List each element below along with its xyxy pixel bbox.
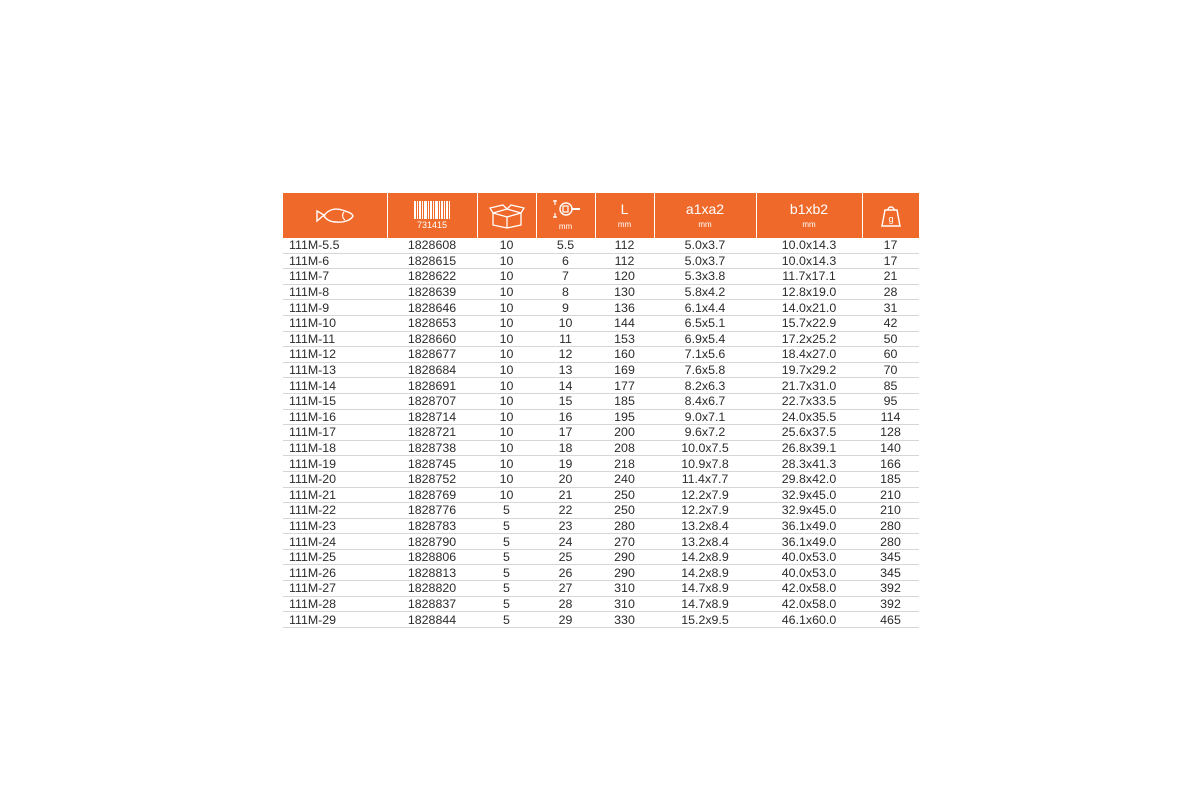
length-cell: 240 — [595, 471, 654, 487]
code-cell: 1828820 — [387, 581, 477, 597]
pack-qty-cell: 10 — [477, 269, 536, 285]
model-cell: 111M-13 — [283, 362, 387, 378]
a-dim-cell: 9.6x7.2 — [654, 425, 756, 441]
weight-cell: 21 — [862, 269, 919, 285]
size-cell: 23 — [536, 518, 595, 534]
length-label: L — [620, 201, 629, 217]
b-dim-cell: 40.0x53.0 — [756, 565, 862, 581]
header-length — [595, 193, 654, 238]
table-row — [283, 238, 919, 253]
a-dim-cell: 9.0x7.1 — [654, 409, 756, 425]
code-cell: 1828608 — [387, 238, 477, 253]
model-cell: 111M-23 — [283, 518, 387, 534]
model-cell: 111M-22 — [283, 503, 387, 519]
model-cell: 111M-19 — [283, 456, 387, 472]
b-dim-cell: 14.0x21.0 — [756, 300, 862, 316]
length-cell: 290 — [595, 565, 654, 581]
a-dim-cell: 11.4x7.7 — [654, 471, 756, 487]
code-cell: 1828684 — [387, 362, 477, 378]
length-cell: 290 — [595, 549, 654, 565]
a-unit: mm — [698, 220, 712, 229]
pack-qty-cell: 10 — [477, 362, 536, 378]
size-cell: 26 — [536, 565, 595, 581]
header-b — [756, 193, 862, 238]
b-dim-cell: 32.9x45.0 — [756, 503, 862, 519]
size-cell: 18 — [536, 440, 595, 456]
weight-cell: 31 — [862, 300, 919, 316]
weight-cell: 128 — [862, 425, 919, 441]
a-dim-cell: 5.3x3.8 — [654, 269, 756, 285]
table-row — [283, 596, 919, 612]
b-dim-cell: 12.8x19.0 — [756, 284, 862, 300]
pack-qty-cell: 5 — [477, 549, 536, 565]
length-cell: 310 — [595, 596, 654, 612]
a-dim-cell: 5.8x4.2 — [654, 284, 756, 300]
a-dim-cell: 12.2x7.9 — [654, 503, 756, 519]
table-row — [283, 565, 919, 581]
code-cell: 1828660 — [387, 331, 477, 347]
model-cell: 111M-6 — [283, 253, 387, 269]
a-label: a1xa2 — [685, 201, 725, 217]
pack-qty-cell: 5 — [477, 503, 536, 519]
barcode-icon — [413, 201, 451, 219]
length-cell: 270 — [595, 534, 654, 550]
length-cell: 208 — [595, 440, 654, 456]
code-cell: 1828806 — [387, 549, 477, 565]
weight-cell: 50 — [862, 331, 919, 347]
size-cell: 27 — [536, 581, 595, 597]
size-cell: 17 — [536, 425, 595, 441]
table-row — [283, 456, 919, 472]
pack-qty-cell: 10 — [477, 393, 536, 409]
table-row — [283, 331, 919, 347]
header-model — [283, 193, 387, 238]
header-package — [477, 193, 536, 238]
code-cell: 1828677 — [387, 347, 477, 363]
code-cell: 1828745 — [387, 456, 477, 472]
size-cell: 28 — [536, 596, 595, 612]
a-dim-cell: 14.7x8.9 — [654, 596, 756, 612]
code-cell: 1828714 — [387, 409, 477, 425]
table-row — [283, 503, 919, 519]
pack-qty-cell: 10 — [477, 238, 536, 253]
weight-cell: 465 — [862, 612, 919, 628]
a-dim-cell: 5.0x3.7 — [654, 253, 756, 269]
pack-qty-cell: 10 — [477, 425, 536, 441]
spec-table — [283, 193, 919, 628]
b-dim-cell: 21.7x31.0 — [756, 378, 862, 394]
model-cell: 111M-16 — [283, 409, 387, 425]
length-cell: 330 — [595, 612, 654, 628]
a-dim-cell: 13.2x8.4 — [654, 534, 756, 550]
header-a — [654, 193, 756, 238]
length-cell: 250 — [595, 487, 654, 503]
table-row — [283, 269, 919, 285]
b-dim-cell: 42.0x58.0 — [756, 581, 862, 597]
weight-cell: 42 — [862, 315, 919, 331]
length-cell: 250 — [595, 503, 654, 519]
a-dim-cell: 12.2x7.9 — [654, 487, 756, 503]
weight-cell: 17 — [862, 253, 919, 269]
jaw-size-icon — [551, 199, 581, 219]
a-dim-cell: 10.0x7.5 — [654, 440, 756, 456]
size-cell: 24 — [536, 534, 595, 550]
weight-cell: 345 — [862, 549, 919, 565]
pack-qty-cell: 10 — [477, 471, 536, 487]
size-cell: 8 — [536, 284, 595, 300]
table-row — [283, 409, 919, 425]
b-dim-cell: 46.1x60.0 — [756, 612, 862, 628]
length-cell: 185 — [595, 393, 654, 409]
code-cell: 1828752 — [387, 471, 477, 487]
code-cell: 1828776 — [387, 503, 477, 519]
table-row — [283, 393, 919, 409]
a-dim-cell: 10.9x7.8 — [654, 456, 756, 472]
table-row — [283, 487, 919, 503]
size-cell: 12 — [536, 347, 595, 363]
model-cell: 111M-8 — [283, 284, 387, 300]
b-dim-cell: 40.0x53.0 — [756, 549, 862, 565]
header-size — [536, 193, 595, 238]
table-row — [283, 253, 919, 269]
wrench-icon — [314, 205, 356, 227]
code-cell: 1828783 — [387, 518, 477, 534]
size-cell: 11 — [536, 331, 595, 347]
length-cell: 177 — [595, 378, 654, 394]
length-cell: 310 — [595, 581, 654, 597]
table-row — [283, 471, 919, 487]
length-cell: 153 — [595, 331, 654, 347]
weight-unit: g — [888, 213, 894, 224]
model-cell: 111M-24 — [283, 534, 387, 550]
size-cell: 25 — [536, 549, 595, 565]
length-unit: mm — [617, 220, 632, 229]
size-cell: 13 — [536, 362, 595, 378]
table-row — [283, 549, 919, 565]
code-cell: 1828837 — [387, 596, 477, 612]
b-dim-cell: 10.0x14.3 — [756, 238, 862, 253]
pack-qty-cell: 10 — [477, 378, 536, 394]
model-cell: 111M-11 — [283, 331, 387, 347]
table-row — [283, 362, 919, 378]
size-cell: 15 — [536, 393, 595, 409]
b-dim-cell: 26.8x39.1 — [756, 440, 862, 456]
table-row — [283, 518, 919, 534]
header-row — [283, 193, 919, 238]
a-dim-cell: 6.5x5.1 — [654, 315, 756, 331]
barcode-number: 731415 — [416, 220, 448, 230]
table-row — [283, 612, 919, 628]
size-cell: 29 — [536, 612, 595, 628]
pack-qty-cell: 5 — [477, 534, 536, 550]
code-cell: 1828790 — [387, 534, 477, 550]
model-cell: 111M-14 — [283, 378, 387, 394]
table-row — [283, 300, 919, 316]
size-cell: 7 — [536, 269, 595, 285]
weight-cell: 185 — [862, 471, 919, 487]
model-cell: 111M-18 — [283, 440, 387, 456]
pack-qty-cell: 10 — [477, 331, 536, 347]
model-cell: 111M-15 — [283, 393, 387, 409]
weight-cell: 392 — [862, 581, 919, 597]
model-cell: 111M-12 — [283, 347, 387, 363]
length-cell: 160 — [595, 347, 654, 363]
weight-cell: 85 — [862, 378, 919, 394]
code-cell: 1828844 — [387, 612, 477, 628]
a-dim-cell: 5.0x3.7 — [654, 238, 756, 253]
code-cell: 1828721 — [387, 425, 477, 441]
pack-qty-cell: 5 — [477, 518, 536, 534]
size-cell: 21 — [536, 487, 595, 503]
length-cell: 130 — [595, 284, 654, 300]
pack-qty-cell: 10 — [477, 315, 536, 331]
weight-cell: 60 — [862, 347, 919, 363]
a-dim-cell: 7.1x5.6 — [654, 347, 756, 363]
pack-qty-cell: 10 — [477, 347, 536, 363]
weight-cell: 17 — [862, 238, 919, 253]
length-cell: 200 — [595, 425, 654, 441]
header-barcode — [387, 193, 477, 238]
length-cell: 136 — [595, 300, 654, 316]
model-cell: 111M-27 — [283, 581, 387, 597]
weight-cell: 392 — [862, 596, 919, 612]
pack-qty-cell: 5 — [477, 565, 536, 581]
code-cell: 1828691 — [387, 378, 477, 394]
b-dim-cell: 36.1x49.0 — [756, 518, 862, 534]
b-dim-cell: 22.7x33.5 — [756, 393, 862, 409]
length-cell: 120 — [595, 269, 654, 285]
table-row — [283, 581, 919, 597]
weight-cell: 95 — [862, 393, 919, 409]
table-row — [283, 440, 919, 456]
pack-qty-cell: 10 — [477, 440, 536, 456]
b-dim-cell: 32.9x45.0 — [756, 487, 862, 503]
b-dim-cell: 28.3x41.3 — [756, 456, 862, 472]
code-cell: 1828707 — [387, 393, 477, 409]
spec-body — [283, 238, 919, 627]
code-cell: 1828813 — [387, 565, 477, 581]
a-dim-cell: 13.2x8.4 — [654, 518, 756, 534]
size-cell: 14 — [536, 378, 595, 394]
size-cell: 5.5 — [536, 238, 595, 253]
code-cell: 1828769 — [387, 487, 477, 503]
model-cell: 111M-29 — [283, 612, 387, 628]
table-row — [283, 347, 919, 363]
b-dim-cell: 24.0x35.5 — [756, 409, 862, 425]
model-cell: 111M-5.5 — [283, 238, 387, 253]
length-cell: 169 — [595, 362, 654, 378]
length-cell: 195 — [595, 409, 654, 425]
a-dim-cell: 6.1x4.4 — [654, 300, 756, 316]
b-dim-cell: 29.8x42.0 — [756, 471, 862, 487]
pack-qty-cell: 5 — [477, 612, 536, 628]
size-cell: 6 — [536, 253, 595, 269]
model-cell: 111M-7 — [283, 269, 387, 285]
pack-qty-cell: 10 — [477, 409, 536, 425]
table-row — [283, 425, 919, 441]
table-row — [283, 534, 919, 550]
model-cell: 111M-25 — [283, 549, 387, 565]
a-dim-cell: 14.2x8.9 — [654, 549, 756, 565]
weight-cell: 28 — [862, 284, 919, 300]
length-cell: 144 — [595, 315, 654, 331]
size-cell: 16 — [536, 409, 595, 425]
pack-qty-cell: 5 — [477, 596, 536, 612]
size-cell: 10 — [536, 315, 595, 331]
size-cell: 19 — [536, 456, 595, 472]
header-weight — [862, 193, 919, 238]
model-cell: 111M-26 — [283, 565, 387, 581]
b-dim-cell: 19.7x29.2 — [756, 362, 862, 378]
b-dim-cell: 10.0x14.3 — [756, 253, 862, 269]
code-cell: 1828738 — [387, 440, 477, 456]
b-label: b1xb2 — [789, 201, 829, 217]
table-row — [283, 315, 919, 331]
box-icon — [489, 203, 525, 229]
length-cell: 280 — [595, 518, 654, 534]
code-cell: 1828622 — [387, 269, 477, 285]
model-cell: 111M-20 — [283, 471, 387, 487]
weight-cell: 210 — [862, 503, 919, 519]
weight-cell: 70 — [862, 362, 919, 378]
a-dim-cell: 6.9x5.4 — [654, 331, 756, 347]
b-dim-cell: 15.7x22.9 — [756, 315, 862, 331]
b-dim-cell: 18.4x27.0 — [756, 347, 862, 363]
code-cell: 1828615 — [387, 253, 477, 269]
a-dim-cell: 14.2x8.9 — [654, 565, 756, 581]
a-dim-cell: 8.2x6.3 — [654, 378, 756, 394]
pack-qty-cell: 5 — [477, 581, 536, 597]
weight-cell: 166 — [862, 456, 919, 472]
a-dim-cell: 14.7x8.9 — [654, 581, 756, 597]
table-row — [283, 378, 919, 394]
weight-cell: 345 — [862, 565, 919, 581]
a-dim-cell: 15.2x9.5 — [654, 612, 756, 628]
code-cell: 1828639 — [387, 284, 477, 300]
weight-cell: 140 — [862, 440, 919, 456]
b-dim-cell: 42.0x58.0 — [756, 596, 862, 612]
pack-qty-cell: 10 — [477, 456, 536, 472]
model-cell: 111M-21 — [283, 487, 387, 503]
length-cell: 112 — [595, 253, 654, 269]
model-cell: 111M-28 — [283, 596, 387, 612]
pack-qty-cell: 10 — [477, 253, 536, 269]
b-dim-cell: 25.6x37.5 — [756, 425, 862, 441]
code-cell: 1828653 — [387, 315, 477, 331]
weight-cell: 210 — [862, 487, 919, 503]
length-cell: 112 — [595, 238, 654, 253]
model-cell: 111M-10 — [283, 315, 387, 331]
a-dim-cell: 8.4x6.7 — [654, 393, 756, 409]
b-dim-cell: 36.1x49.0 — [756, 534, 862, 550]
b-unit: mm — [802, 220, 816, 229]
pack-qty-cell: 10 — [477, 300, 536, 316]
code-cell: 1828646 — [387, 300, 477, 316]
size-cell: 9 — [536, 300, 595, 316]
model-cell: 111M-9 — [283, 300, 387, 316]
pack-qty-cell: 10 — [477, 284, 536, 300]
b-dim-cell: 17.2x25.2 — [756, 331, 862, 347]
weight-cell: 280 — [862, 518, 919, 534]
size-cell: 20 — [536, 471, 595, 487]
size-unit: mm — [558, 222, 573, 231]
model-cell: 111M-17 — [283, 425, 387, 441]
pack-qty-cell: 10 — [477, 487, 536, 503]
weight-icon — [880, 204, 902, 228]
length-cell: 218 — [595, 456, 654, 472]
weight-cell: 280 — [862, 534, 919, 550]
size-cell: 22 — [536, 503, 595, 519]
weight-cell: 114 — [862, 409, 919, 425]
b-dim-cell: 11.7x17.1 — [756, 269, 862, 285]
a-dim-cell: 7.6x5.8 — [654, 362, 756, 378]
table-row — [283, 284, 919, 300]
